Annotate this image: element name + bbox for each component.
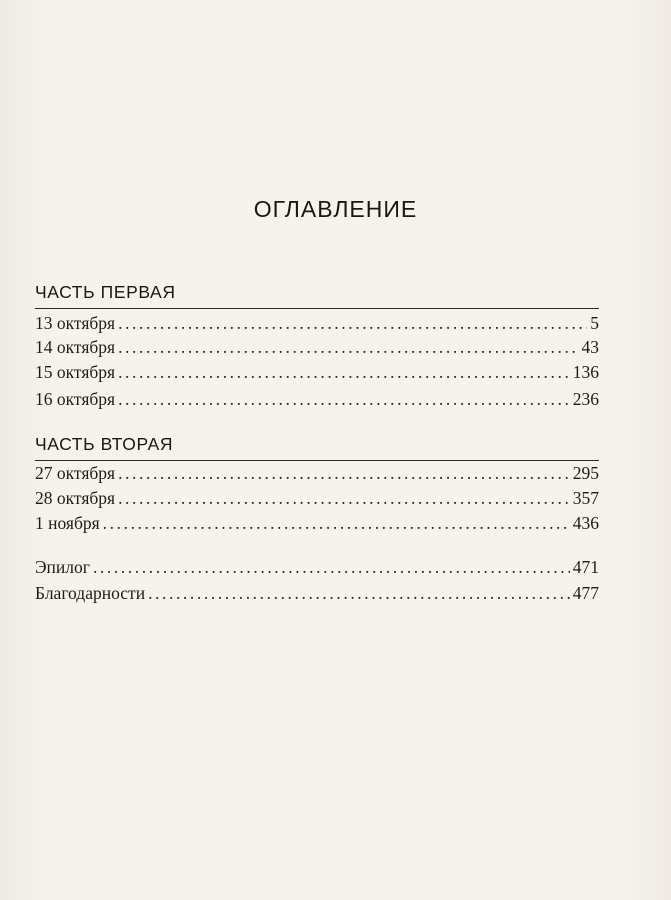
part-two-title: ЧАСТЬ ВТОРАЯ xyxy=(35,434,174,454)
dot-leader xyxy=(103,513,570,534)
entry-label: 28 октября xyxy=(35,488,116,508)
entry-page-number: 236 xyxy=(572,389,599,409)
part-two-rule xyxy=(35,460,599,461)
entry-label: 13 октября xyxy=(35,313,116,333)
toc-entry[interactable] xyxy=(35,583,599,605)
entry-page-number: 43 xyxy=(581,337,599,357)
entry-page-number: 295 xyxy=(572,463,599,483)
entry-page-number: 471 xyxy=(572,557,599,577)
entry-page-number: 357 xyxy=(572,488,599,508)
entry-label: 1 ноября xyxy=(35,513,100,533)
dot-leader xyxy=(118,313,587,334)
part-one-title: ЧАСТЬ ПЕРВАЯ xyxy=(35,282,176,302)
dot-leader xyxy=(118,488,570,509)
toc-entry[interactable] xyxy=(35,389,599,411)
entry-label: Благодарности xyxy=(35,583,146,603)
entry-page-number: 477 xyxy=(572,583,599,603)
entry-page-number: 5 xyxy=(590,313,599,333)
toc-entry[interactable] xyxy=(35,463,599,485)
entry-label: 15 октября xyxy=(35,362,116,382)
entry-page-number: 136 xyxy=(572,362,599,382)
dot-leader xyxy=(93,557,570,578)
dot-leader xyxy=(118,463,570,484)
entry-label: 27 октября xyxy=(35,463,116,483)
dot-leader xyxy=(148,583,570,604)
part-one-rule xyxy=(35,308,599,309)
entry-label: 14 октября xyxy=(35,337,116,357)
toc-entry[interactable] xyxy=(35,557,599,579)
toc-entry[interactable] xyxy=(35,362,599,384)
toc-entry[interactable] xyxy=(35,337,599,359)
entry-page-number: 436 xyxy=(572,513,599,533)
dot-leader xyxy=(118,362,570,383)
toc-entry[interactable] xyxy=(35,488,599,510)
dot-leader xyxy=(118,389,570,410)
toc-title: ОГЛАВЛЕНИЕ xyxy=(253,196,418,222)
entry-label: 16 октября xyxy=(35,389,116,409)
dot-leader xyxy=(118,337,578,358)
entry-label: Эпилог xyxy=(35,557,90,577)
toc-entry[interactable] xyxy=(35,513,599,535)
toc-entry[interactable] xyxy=(35,313,599,335)
